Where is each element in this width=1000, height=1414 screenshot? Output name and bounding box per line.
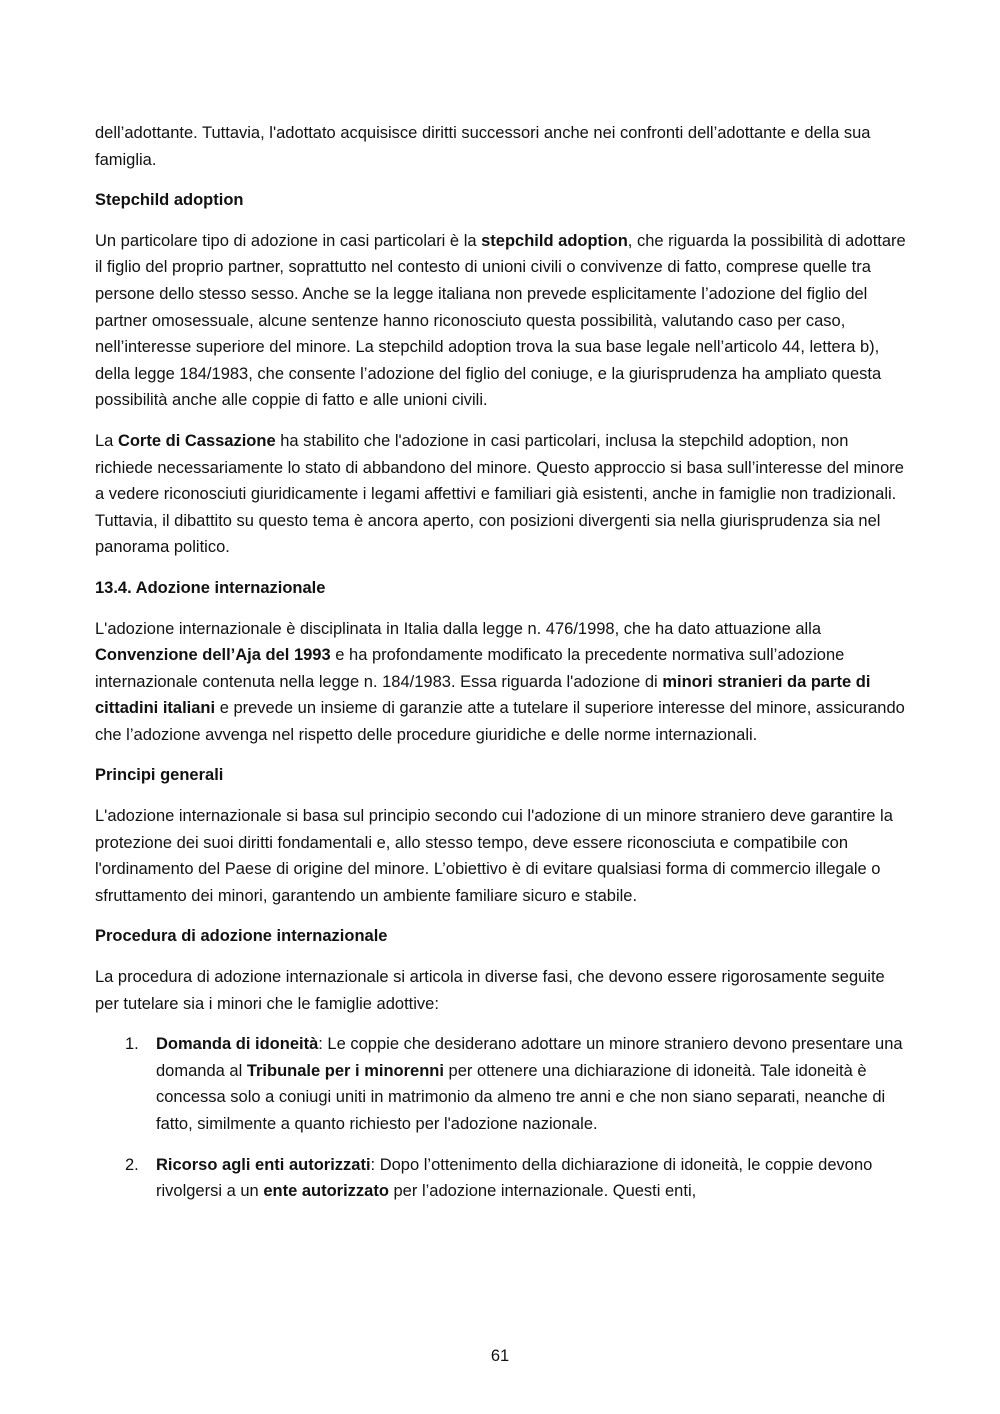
- text: : Le coppie che desiderano adottare un minore straniero devono presentare una domanda al: [156, 1035, 903, 1080]
- paragraph-principi: [95, 803, 907, 909]
- list-item: [95, 1031, 907, 1137]
- heading-stepchild-adoption: Stepchild adoption: [95, 191, 244, 210]
- heading-adozione-internazionale: 13.4. Adozione internazionale: [95, 578, 326, 597]
- bold-text: minori stranieri da parte di cittadini italiani: [95, 672, 871, 718]
- text: L'adozione internazionale si basa sul principio secondo cui l'adozione di un minore straniero deve garantire la protezione dei suoi diritti fondamentali e, allo stesso tempo, deve essere riconosciuta e compatibile con l'ordinamento del Paese di origine del minore. L’obiettivo è di evitare qualsiasi forma di commercio illegale o sfruttamento dei minori, garantendo un ambiente familiare sicuro e stabile.: [95, 807, 893, 905]
- text: e ha profondamente modificato la precedente normativa sull’adozione internazionale contenuta nella legge n. 184/1983. Essa riguarda l'adozione di: [95, 646, 845, 691]
- paragraph-stepchild: [95, 228, 907, 414]
- text: La procedura di adozione internazionale si articola in diverse fasi, che devono essere rigorosamente seguite per tutelare sia i minori che le famiglie adottive:: [95, 968, 885, 1013]
- text: L'adozione internazionale è disciplinata in Italia dalla legge n. 476/1998, che ha dato attuazione alla: [95, 619, 822, 638]
- list-number: 2.: [125, 1155, 139, 1174]
- page-number: 61: [490, 1347, 510, 1365]
- text: Un particolare tipo di adozione in casi particolari è la: [95, 231, 482, 250]
- text: per ottenere una dichiarazione di idoneità. Tale idoneità è concessa solo a coniugi uniti in matrimonio da almeno tre anni e che non siano separati, neanche di fatto, similmente a quanto richiesto per l'adozione nazionale.: [156, 1061, 886, 1133]
- list-item: [95, 1152, 907, 1205]
- text: ha stabilito che l'adozione in casi particolari, inclusa la stepchild adoption, non richiede necessariamente lo stato di abbandono del minore. Questo approccio si basa sull’interesse del minore a vedere riconosciuti giuridicamente i legami affettivi e familiari già esistenti, anche in famiglie non tradizionali. Tuttavia, il dibattito su questo tema è ancora aperto, con posizioni divergenti sia nella giurisprudenza sia nel panorama politico.: [95, 431, 904, 557]
- text: La: [95, 431, 118, 450]
- bold-text: Domanda di idoneità: [156, 1035, 319, 1054]
- heading-procedura: Procedura di adozione internazionale: [95, 927, 388, 946]
- bold-text: Tribunale per i minorenni: [246, 1061, 444, 1080]
- procedure-list: [95, 1031, 907, 1205]
- text: e prevede un insieme di garanzie atte a tutelare il superiore interesse del minore, assicurando che l’adozione avvenga nel rispetto delle procedure giuridiche e delle norme internazionali.: [95, 699, 905, 744]
- list-number: 1.: [125, 1035, 139, 1054]
- paragraph-intro: [95, 120, 907, 173]
- text: dell’adottante. Tuttavia, l'adottato acquisisce diritti successori anche nei confronti dell’adottante e della sua famiglia.: [95, 124, 871, 169]
- bold-text: Corte di Cassazione: [117, 431, 276, 450]
- paragraph-internazionale: [95, 616, 907, 749]
- heading-principi-generali: Principi generali: [95, 766, 224, 785]
- paragraph-cassazione: [95, 428, 907, 561]
- bold-text: Ricorso agli enti autorizzati: [156, 1155, 371, 1174]
- bold-text: Convenzione dell’Aja del 1993: [95, 646, 331, 665]
- bold-text: ente autorizzato: [263, 1182, 389, 1201]
- paragraph-procedura: [95, 964, 907, 1017]
- text: : Dopo l’ottenimento della dichiarazione di idoneità, le coppie devono rivolgersi a un: [156, 1155, 873, 1201]
- bold-text: stepchild adoption: [481, 231, 628, 250]
- text: , che riguarda la possibilità di adottare il figlio del proprio partner, soprattutto nel contesto di unioni civili o convivenze di fatto, comprese quelle tra persone dello stesso sesso. Anche se la legge italiana non prevede esplicitamente l’adozione del figlio del partner omosessuale, alcune sentenze hanno riconosciuto questa possibilità, valutando caso per caso, nell’interesse superiore del minore. La stepchild adoption trova la sua base legale nell’articolo 44, lettera b), della legge 184/1983, che consente l’adozione del figlio del coniuge, e la giurisprudenza ha ampliato questa possibilità anche alle coppie di fatto e alle unioni civili.: [95, 231, 906, 410]
- text: per l’adozione internazionale. Questi enti,: [388, 1182, 697, 1201]
- page-content: [95, 120, 907, 1219]
